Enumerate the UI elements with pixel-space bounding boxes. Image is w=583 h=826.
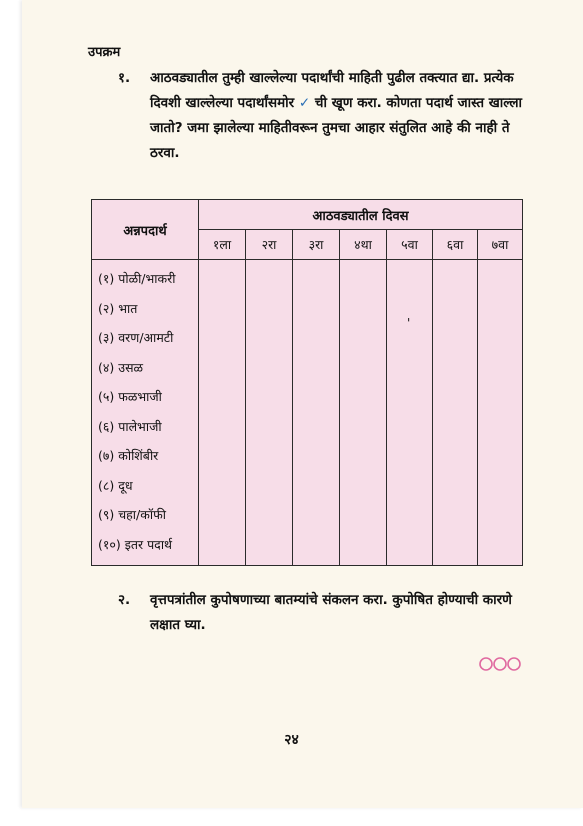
days-group-header: आठवड्यातील दिवस xyxy=(199,200,523,230)
day-header: ७वा xyxy=(478,230,523,260)
day-cell[interactable] xyxy=(340,260,387,566)
food-item: (१) पोळी/भाकरी xyxy=(98,271,176,286)
stray-mark: ' xyxy=(407,316,411,330)
day-header: १ला xyxy=(199,230,246,260)
day-header: ५वा xyxy=(387,230,433,260)
question-2 xyxy=(118,588,528,638)
food-item: (१०) इतर पदार्थ xyxy=(98,536,173,552)
food-column-header: अन्नपदार्थ xyxy=(92,200,199,260)
food-item: (३) वरण/आमटी xyxy=(98,330,174,345)
day-header: ६वा xyxy=(433,230,478,260)
food-item: (६) पालेभाजी xyxy=(98,418,162,434)
day-cell[interactable] xyxy=(387,260,433,566)
question-1-text xyxy=(150,66,528,166)
question-1-text-part1: आठवड्यातील तुम्ही खाल्लेल्या पदार्थांची माहिती पुढील तक्त्यात द्या. प्रत्येक दिवशी खाल्लेल्या पदार्थांसमोर xyxy=(150,70,514,111)
day-header: २रा xyxy=(246,230,293,260)
food-items-cell xyxy=(92,260,199,566)
food-item: (८) दूध xyxy=(98,477,133,493)
day-cell[interactable] xyxy=(293,260,340,566)
food-item: (२) भात xyxy=(98,300,138,316)
day-header: ४था xyxy=(340,230,387,260)
day-cell[interactable] xyxy=(433,260,478,566)
day-header: ३रा xyxy=(293,230,340,260)
page-number: २४ xyxy=(284,732,299,748)
question-1-number: १. xyxy=(118,70,131,86)
question-2-number: २. xyxy=(118,592,131,608)
question-2-text: वृत्तपत्रांतील कुपोषणाच्या बातम्यांचे संकलन करा. कुपोषित होण्याची कारणे लक्षात घ्या. xyxy=(150,592,512,633)
food-tracking-table xyxy=(91,199,523,566)
food-item: (७) कोशिंबीर xyxy=(98,448,159,463)
food-item: (४) उसळ xyxy=(98,359,144,375)
day-cell[interactable] xyxy=(246,260,293,566)
day-cell[interactable] xyxy=(199,260,246,566)
question-1-text-part2: ची खूण करा. कोणता पदार्थ जास्त खाल्ला जातो? जमा झालेल्या माहितीवरून तुमचा आहार संतुलित आहे की नाही ते ठरवा. xyxy=(150,95,523,161)
food-item: (५) फळभाजी xyxy=(98,389,162,404)
ooo-circles-icon xyxy=(478,656,522,672)
food-item: (९) चहा/कॉफी xyxy=(98,507,166,522)
check-mark-icon: ✓ xyxy=(298,95,311,111)
question-1 xyxy=(118,66,528,166)
section-heading: उपक्रम xyxy=(88,45,121,60)
day-cell[interactable] xyxy=(478,260,523,566)
